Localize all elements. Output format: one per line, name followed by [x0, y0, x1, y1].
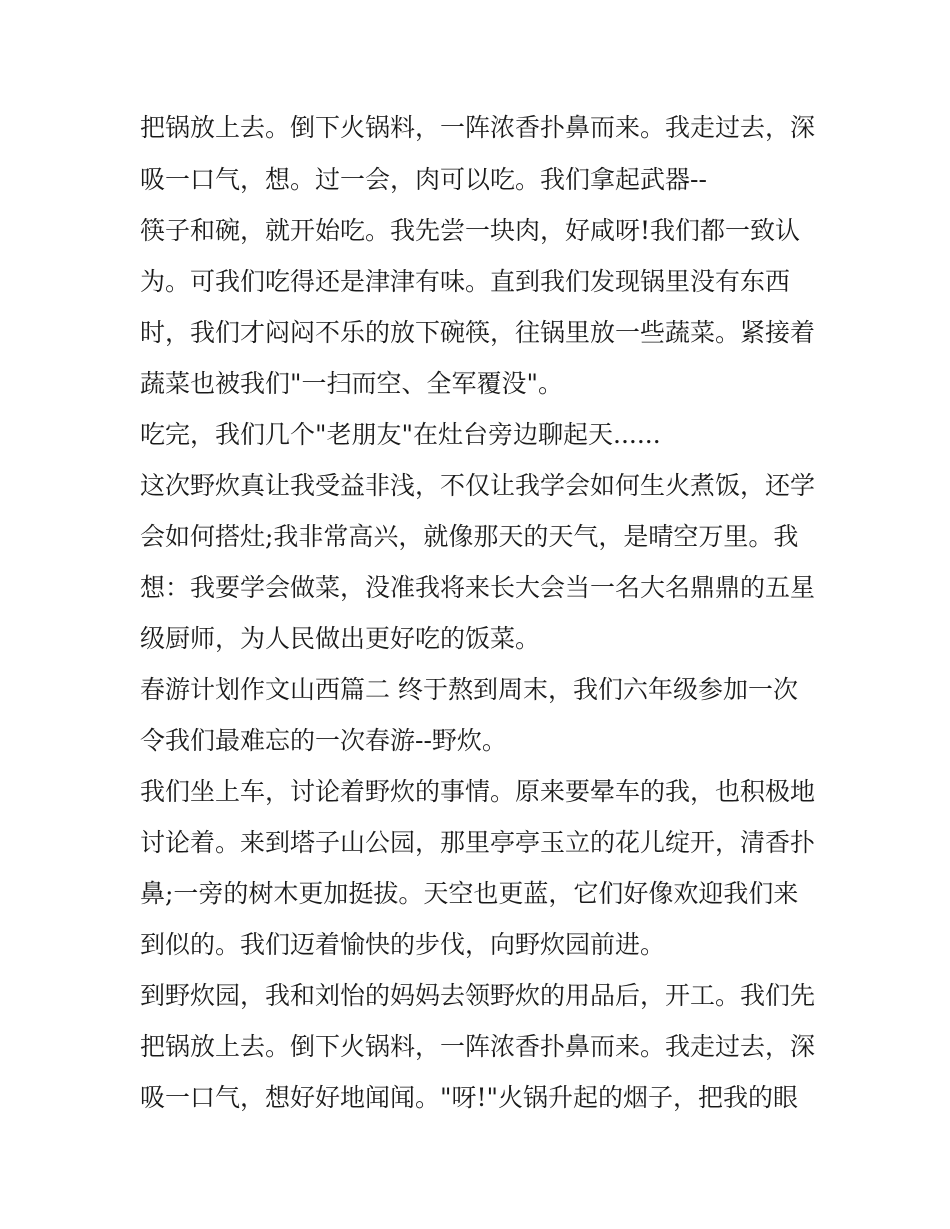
- text-line: 春游计划作文山西篇二 终于熬到周末，我们六年级参加一次: [140, 675, 798, 704]
- text-line: 吃完，我们几个"老朋友"在灶台旁边聊起天......: [140, 420, 661, 449]
- text-line: 令我们最难忘的一次春游--野炊。: [140, 726, 507, 755]
- text-line: 到似的。我们迈着愉快的步伐，向野炊园前进。: [140, 930, 666, 959]
- text-line: 我们坐上车，讨论着野炊的事情。原来要晕车的我，也积极地: [140, 777, 816, 806]
- text-line: 鼻;一旁的树木更加挺拔。天空也更蓝，它们好像欢迎我们来: [140, 879, 799, 908]
- text-line: 级厨师，为人民做出更好吃的饭菜。: [140, 624, 541, 653]
- text-line: 为。可我们吃得还是津津有味。直到我们发现锅里没有东西: [140, 267, 791, 296]
- text-line: 到野炊园，我和刘怡的妈妈去领野炊的用品后，开工。我们先: [140, 981, 816, 1010]
- text-line: 时，我们才闷闷不乐的放下碗筷，往锅里放一些蔬菜。紧接着: [140, 318, 816, 347]
- text-line: 筷子和碗，就开始吃。我先尝一块肉，好咸呀!我们都一致认: [140, 216, 801, 245]
- text-line: 讨论着。来到塔子山公园，那里亭亭玉立的花儿绽开，清香扑: [140, 828, 816, 857]
- text-line: 把锅放上去。倒下火锅料，一阵浓香扑鼻而来。我走过去，深: [140, 1032, 816, 1061]
- text-line: 这次野炊真让我受益非浅，不仅让我学会如何生火煮饭，还学: [140, 471, 816, 500]
- text-line: 会如何搭灶;我非常高兴，就像那天的天气，是晴空万里。我: [140, 522, 799, 551]
- text-line: 吸一口气，想。过一会，肉可以吃。我们拿起武器--: [140, 165, 707, 194]
- text-line: 吸一口气，想好好地闻闻。"呀!"火锅升起的烟子，把我的眼: [140, 1083, 799, 1112]
- text-line: 把锅放上去。倒下火锅料，一阵浓香扑鼻而来。我走过去，深: [140, 113, 816, 142]
- text-line: 蔬菜也被我们"一扫而空、全军覆没"。: [140, 369, 563, 398]
- text-line: 想：我要学会做菜，没准我将来长大会当一名大名鼎鼎的五星: [140, 573, 816, 602]
